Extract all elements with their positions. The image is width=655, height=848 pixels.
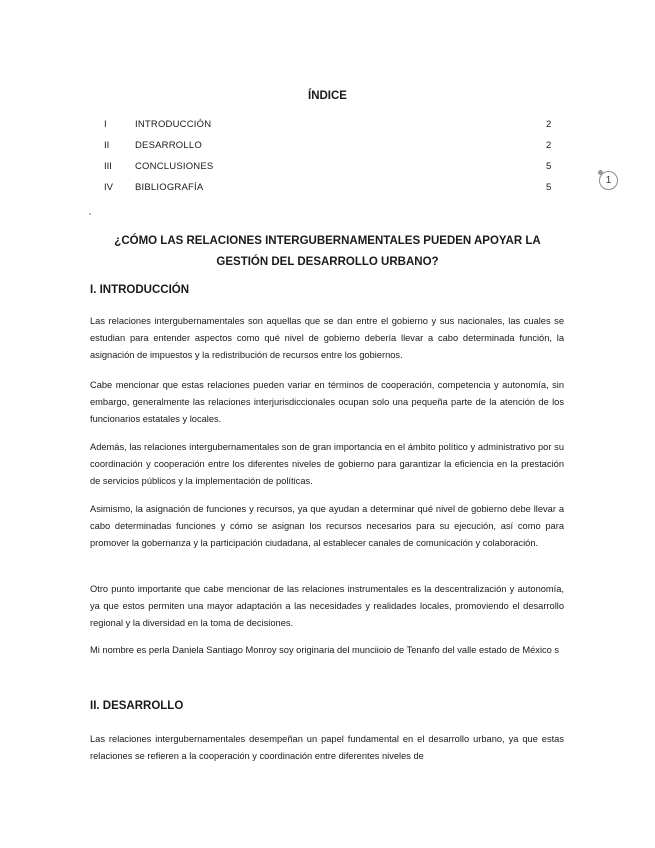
paragraph: Cabe mencionar que estas relaciones pueden variar en términos de cooperación, competencia y autonomía, sin embargo, generalmente las relaciones interjurisdiccionales ocupan solo una pequeña parte de la atención de los funcionarios estatales y locales.	[90, 380, 564, 424]
toc-item-number: III	[104, 161, 112, 172]
toc-item-label: DESARROLLO	[135, 140, 202, 151]
toc-item-number: IV	[104, 182, 113, 193]
paragraph: Las relaciones intergubernamentales son aquellas que se dan entre el gobierno y sus nacionales, las cuales se estudian para entender aspectos como qué nivel de gobierno debería llevar a cabo determinada función, la asignación de impuestos y la redistribución de recursos entre los gobiernos.	[90, 316, 564, 360]
document-title: ¿CÓMO LAS RELACIONES INTERGUBERNAMENTALES PUEDEN APOYAR LA GESTIÓN DEL DESARROLLO URBANO?	[114, 235, 541, 268]
paragraph: Asimismo, la asignación de funciones y recursos, ya que ayudan a determinar qué nivel de gobierno debe llevar a cabo determinadas funciones y cómo se asignan los recursos necesarios para su ejecución, así como para promover la gobernanza y la participación ciudadana, al establecer canales de comunicación y colaboración.	[90, 504, 564, 548]
toc-title: ÍNDICE	[308, 90, 347, 102]
comment-marker[interactable]: 1	[599, 171, 618, 190]
divider-mark	[89, 213, 91, 215]
toc-item-page: 5	[546, 161, 552, 172]
paragraph: Además, las relaciones intergubernamentales son de gran importancia en el ámbito político y administrativo por su coordinación y cooperación entre los diferentes niveles de gobierno para garantizar la eficiencia en la prestación de servicios públicos y la implementación de políticas.	[90, 442, 564, 486]
toc-item[interactable]	[0, 159, 655, 175]
toc-item-page: 2	[546, 119, 552, 130]
toc-item[interactable]	[0, 138, 655, 154]
toc-item[interactable]	[0, 117, 655, 133]
toc-item-page: 5	[546, 182, 552, 193]
paragraph: Otro punto importante que cabe mencionar de las relaciones instrumentales es la descentralización y autonomía, ya que estos permiten una mayor adaptación a las necesidades y realidades locales, promoviendo el desarrollo regional y la diversidad en la toma de decisiones.	[90, 584, 564, 628]
toc-item[interactable]	[0, 180, 655, 196]
toc-item-number: II	[104, 140, 110, 151]
toc-item-label: CONCLUSIONES	[135, 161, 214, 172]
toc-item-label: INTRODUCCIÓN	[135, 119, 212, 130]
paragraph: Mi nombre es perla Daniela Santiago Monroy soy originaria del munciioio de Tenanfo del valle estado de México s	[90, 645, 560, 655]
toc-item-page: 2	[546, 140, 552, 151]
section-heading-development: II. DESARROLLO	[90, 700, 184, 712]
section-heading-introduction: I. INTRODUCCIÓN	[90, 284, 190, 296]
toc-item-label: BIBLIOGRAFÍA	[135, 182, 204, 193]
paragraph: Las relaciones intergubernamentales desempeñan un papel fundamental en el desarrollo urbano, ya que estas relaciones se refieren a la cooperación y coordinación entre diferentes niveles de	[90, 734, 564, 761]
toc-item-number: I	[104, 119, 107, 130]
